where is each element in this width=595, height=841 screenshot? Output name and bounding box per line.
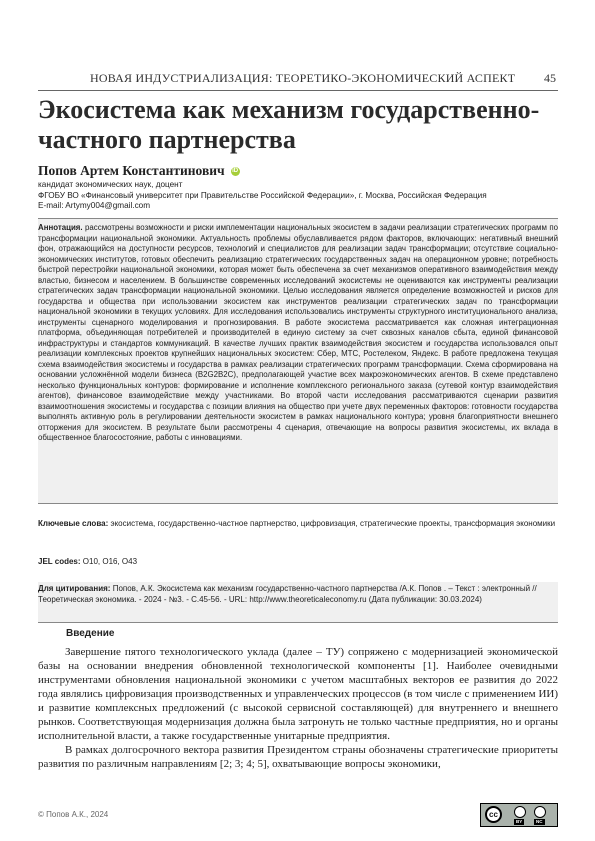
abstract-box	[38, 218, 558, 504]
by-label: BY	[516, 819, 523, 824]
keywords	[38, 519, 558, 530]
section-heading-intro: Введение	[66, 628, 115, 639]
nc-label: NC	[536, 819, 543, 824]
jel-label: JEL codes:	[38, 557, 81, 566]
copyright: © Попов А.К., 2024	[38, 810, 109, 819]
intro-paragraph: Завершение пятого технологического уклада (далее – ТУ) сопряжено с модернизацией экономической базы на основании внедрения обновленной технологической компоненты [1]. Наиболее очевидными инструментами обновления национальной экономики с учетом масштабных векторов ее развития до 2022 года являлись цифровизация производственных и управленческих процессов (в том числе с применением ИИ) и развитие комплексных предложений (с высокой сервисной составляющей) для внутреннего и внешнего рынков. Соответствующая модернизация должна была затронуть не только частные предприятия, но и органы исполнительной власти, а также государственные унитарные предприятия.	[38, 646, 558, 742]
running-title: НОВАЯ ИНДУСТРИАЛИЗАЦИЯ: ТЕОРЕТИКО-ЭКОНОМИЧЕСКИЙ АСПЕКТ	[90, 71, 516, 85]
person-icon	[514, 806, 526, 818]
page-number: 45	[544, 71, 556, 85]
abstract-label: Аннотация.	[38, 223, 83, 232]
intro-body	[38, 645, 558, 771]
citation-box	[38, 582, 558, 623]
citation-label: Для цитирования:	[38, 584, 111, 593]
citation	[38, 584, 558, 605]
jel-codes	[38, 557, 558, 566]
author-name: Попов Артем Константинович	[38, 163, 225, 178]
abstract	[38, 223, 558, 444]
author-degree: кандидат экономических наук, доцент	[38, 180, 183, 189]
running-header	[38, 70, 558, 91]
page-footer	[38, 803, 558, 825]
noncommercial-icon	[534, 806, 546, 818]
cc-license-badge[interactable]	[480, 803, 558, 827]
author-line	[38, 163, 240, 179]
article-title: Экосистема как механизм государственно-частного партнерства	[38, 95, 540, 154]
abstract-text: рассмотрены возможности и риски имплементации национальных экосистем в задачи реализации стратегических программ по трансформации национальной экономики. Актуальность проблемы обуславливается рядом факторов, включающих: негативный внешний фон, отражающийся на доступности ресурсов, технологий и специалистов для реализации задач трансформации; отсутствие социально-экономических институтов, готовых обеспечить реализацию стратегических государственных задач на операционном уровне; потребность быстрой перестройки национальной экономики, которая может быть обеспечена за счет механизмов оперативного взаимодействия между властью, бизнесом и населением. В большинстве современных исследований экосистемы не оцениваются как инструменты реализации стратегических задач трансформации национальной экономики. Целью исследования является определение возможностей и рисков для государства и общества при использовании экосистем как инструментов реализации стратегических задач по трансформации национальной экономики в текущих условиях. Для исследования использовались инструменты структурного институционального анализа, инструменты сценарного моделирования и прогнозирования. В работе экосистема рассматривается как сложная интеграционная платформа, объединяющая потребителей и производителей в единую систему за счет сквозных каналов сбыта, единой финансовой инфраструктуры и стандартов коммуникаций. В качестве лучших практик взаимодействия экосистем и государства использовался опыт реализации комплексных проектов крупнейших национальных экосистем: Сбер, МТС, Ростелеком, Яндекс. В работе предложена текущая схема взаимодействия экосистемы и государства в рамках реализации стратегических программ трансформации. Схема сформирована на основании усложнённой модели бизнеса (B2G2B2C), предполагающей участие всех макроэкономических агентов. В схеме представлено несколько функциональных контуров: формирование и исполнение комплексного регионального заказа (сутевой контур взаимодействия агентов), финансовое взаимодействие между участниками. Во второй части исследования рассматриваются сценарии развития взаимоотношения экосистемы и государства с позиции влияния на общество при учете двух переменных факторов: готовности государства выполнять активную роль в регулировании деятельности экосистем в рамках национального контура; уровня благоприятности внешнего отторжения для экосистем. В результате были рассмотрены 4 сценария, отвечающие на вопросы развития экосистемы, их вклада в общественное благосостояние, работы с инновациями.	[38, 223, 558, 442]
jel-text: O10, O16, O43	[82, 557, 138, 566]
cc-icon: cc	[485, 806, 502, 823]
author-email[interactable]: E-mail: Artymy004@gmail.com	[38, 201, 151, 211]
affiliation-block	[38, 180, 558, 212]
intro-paragraph: В рамках долгосрочного вектора развития Президентом страны обозначены стратегические приоритеты развития по различным направлениям [2; 3; 4; 5], охватывающие вопросы экономики,	[38, 744, 558, 770]
keywords-text: экосистема, государственно-частное партнерство, цифровизация, стратегические проекты, трансформация экономики	[110, 519, 556, 528]
orcid-icon[interactable]: iD	[232, 167, 239, 174]
author-institution: ФГОБУ ВО «Финансовый университет при Правительстве Российской Федерации», г. Москва, Российская Федерация	[38, 190, 487, 200]
keywords-label: Ключевые слова:	[38, 519, 109, 528]
citation-text: Попов, А.К. Экосистема как механизм государственно-частного партнерства /А.К. Попов . – Текст : электронный // Теоретическая экономика. - 2024 - №3. - С.45-56. - URL: http://www.theoreticaleconomy.ru (Дата публикации: 30.03.2024)	[38, 584, 537, 604]
